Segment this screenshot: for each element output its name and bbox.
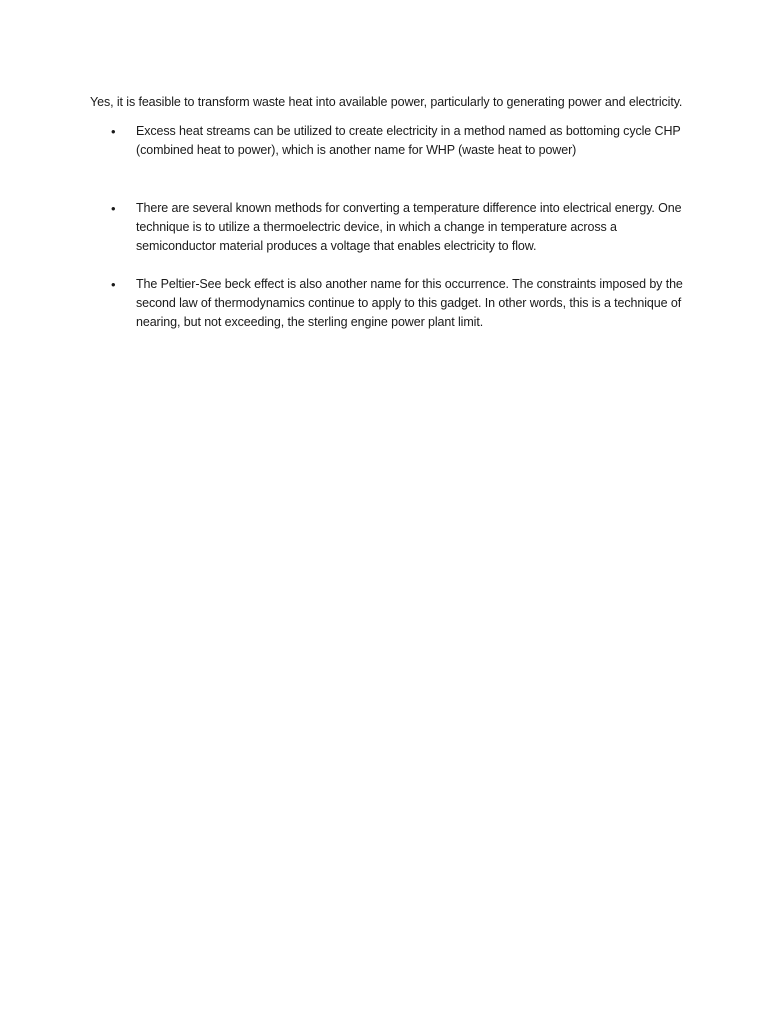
bullet-list [90,122,690,332]
bullet-item-thermoelectric [90,199,690,256]
bullet-item-bottoming-cycle [90,122,690,160]
bullet-item-peltier-seebeck [90,275,690,332]
bullet-icon: • [111,124,116,139]
intro-paragraph: Yes, it is feasible to transform waste heat into available power, particularly to generating power and electricity. [90,95,683,109]
bullet-text: The Peltier-See beck effect is also another name for this occurrence. The constraints imposed by the second law of thermodynamics continue to apply to this gadget. In other words, this is a technique of nearing, but not exceeding, the sterling engine power plant limit. [136,277,683,329]
bullet-icon: • [111,201,116,216]
document-body [90,93,690,332]
bullet-text: Excess heat streams can be utilized to create electricity in a method named as bottoming cycle CHP (combined heat to power), which is another name for WHP (waste heat to power) [136,124,681,157]
bullet-text: There are several known methods for converting a temperature difference into electrical energy. One technique is to utilize a thermoelectric device, in which a change in temperature across a semiconductor material produces a voltage that enables electricity to flow. [136,201,682,253]
bullet-icon: • [111,277,116,292]
